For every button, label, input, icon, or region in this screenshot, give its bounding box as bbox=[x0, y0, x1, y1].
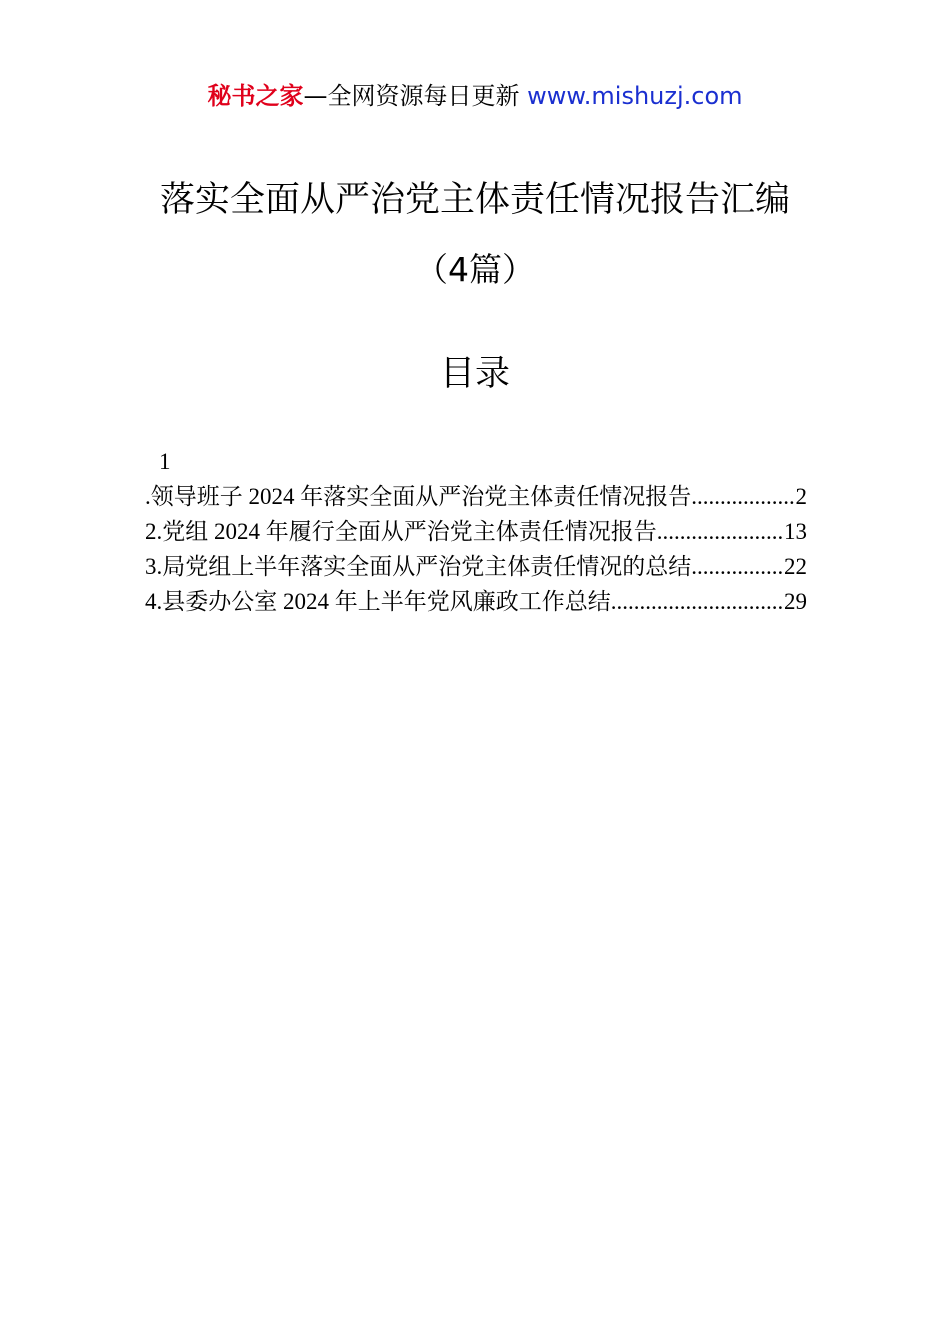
site-url-link[interactable]: www.mishuzj.com bbox=[527, 82, 743, 110]
toc-entry-text: 3.局党组上半年落实全面从严治党主体责任情况的总结 bbox=[145, 554, 692, 579]
site-tagline: —全网资源每日更新 bbox=[303, 82, 528, 110]
toc-page-number: 2 bbox=[795, 484, 807, 509]
toc-page-number: 13 bbox=[784, 519, 807, 544]
toc-dot-leader bbox=[691, 549, 784, 584]
toc-orphan-number-line bbox=[145, 444, 807, 479]
document-subtitle: （4篇） bbox=[415, 250, 535, 289]
toc-dot-leader bbox=[691, 479, 795, 514]
toc-entry-1[interactable] bbox=[145, 479, 807, 514]
toc-dot-leader bbox=[611, 584, 784, 619]
site-brand: 秘书之家 bbox=[207, 82, 304, 110]
toc-entry-text: 4.县委办公室 2024 年上半年党风廉政工作总结 bbox=[145, 589, 611, 614]
site-header bbox=[0, 80, 950, 112]
toc-entry-2[interactable] bbox=[145, 514, 807, 549]
toc-first-number: 1 bbox=[159, 449, 171, 474]
toc-entry-text: .领导班子 2024 年落实全面从严治党主体责任情况报告 bbox=[145, 484, 692, 509]
toc-page-number: 29 bbox=[784, 589, 807, 614]
toc-page-number: 22 bbox=[784, 554, 807, 579]
toc-entry-3[interactable] bbox=[145, 549, 807, 584]
document-title: 落实全面从严治党主体责任情况报告汇编 bbox=[159, 180, 790, 220]
toc-dot-leader bbox=[657, 514, 784, 549]
table-of-contents bbox=[145, 444, 807, 619]
toc-entry-4[interactable] bbox=[145, 584, 807, 619]
toc-entry-text: 2.党组 2024 年履行全面从严治党主体责任情况报告 bbox=[145, 519, 657, 544]
toc-heading: 目录 bbox=[439, 354, 510, 394]
